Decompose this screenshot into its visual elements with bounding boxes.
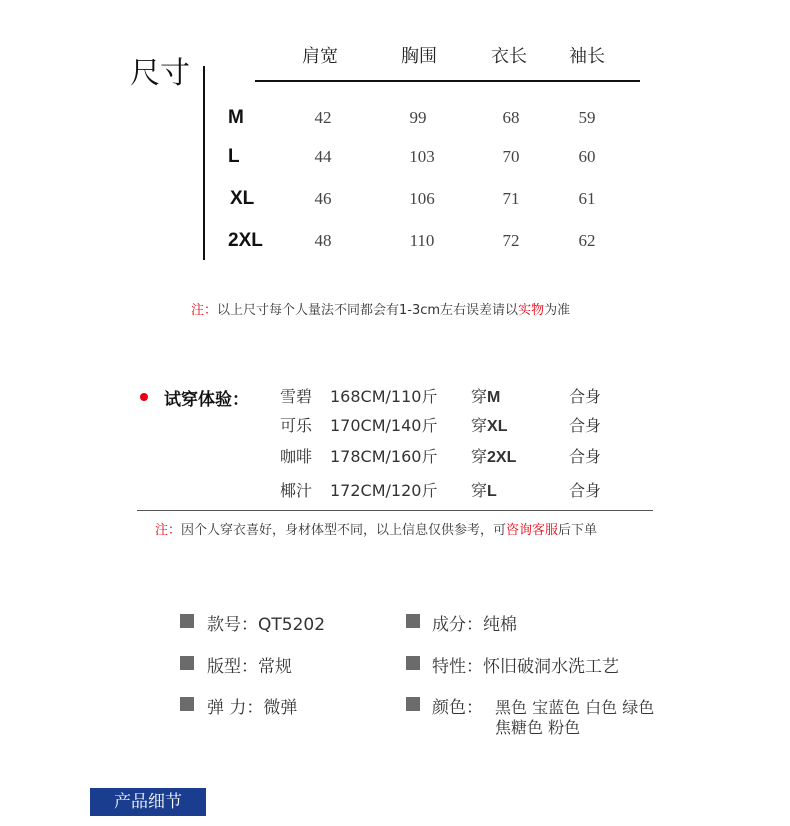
try-on-note-prefix: 注： xyxy=(155,523,182,538)
table-cell: 110 xyxy=(409,231,435,250)
tester-fit: 合身 xyxy=(569,481,602,500)
color-options-line2: 焦糖色 粉色 xyxy=(495,718,581,737)
bullet-square-icon xyxy=(180,697,194,711)
table-cell: 106 xyxy=(409,189,435,208)
size-note-suffix: 为准 xyxy=(544,303,571,318)
try-on-note xyxy=(155,519,597,538)
tester-wear-size xyxy=(471,444,516,467)
size-note xyxy=(191,299,570,318)
size-chart-title: 尺寸 xyxy=(130,56,190,91)
table-cell: 46 xyxy=(314,189,332,208)
tester-stats: 170CM/140斤 xyxy=(330,416,438,435)
tester-wear-size xyxy=(471,478,497,501)
wear-prefix: 穿 xyxy=(471,447,488,466)
table-cell: 103 xyxy=(409,147,435,166)
tester-stats: 178CM/160斤 xyxy=(330,447,438,466)
column-header-shoulder: 肩宽 xyxy=(302,46,338,67)
table-cell: 68 xyxy=(502,108,520,127)
tester-fit: 合身 xyxy=(569,447,602,466)
table-cell: 42 xyxy=(314,108,332,127)
try-on-title: 试穿体验： xyxy=(164,390,249,410)
bullet-square-icon xyxy=(180,614,194,628)
wear-prefix: 穿 xyxy=(471,481,488,500)
column-header-chest: 胸围 xyxy=(401,46,437,67)
table-cell: 44 xyxy=(314,147,332,166)
column-header-sleeve: 袖长 xyxy=(569,46,605,67)
bullet-square-icon xyxy=(406,614,420,628)
tester-name: 椰汁 xyxy=(280,481,313,500)
table-cell: 71 xyxy=(502,189,520,208)
wear-size: M xyxy=(487,389,501,406)
bullet-square-icon xyxy=(406,697,420,711)
wear-size: 2XL xyxy=(487,449,517,466)
elasticity: 弹 力：微弹 xyxy=(207,698,298,718)
size-label-xl: XL xyxy=(230,188,255,209)
tester-name: 咖啡 xyxy=(280,447,313,466)
size-chart-horizontal-rule xyxy=(255,80,640,82)
tester-stats: 172CM/120斤 xyxy=(330,481,438,500)
section-divider xyxy=(137,510,653,511)
style-number: 款号：QT5202 xyxy=(207,615,326,635)
table-cell: 59 xyxy=(578,108,596,127)
fit-type: 版型：常规 xyxy=(207,657,292,677)
table-cell: 70 xyxy=(502,147,520,166)
wear-prefix: 穿 xyxy=(471,387,488,406)
tester-wear-size xyxy=(471,384,500,407)
size-chart-vertical-rule xyxy=(203,66,205,260)
tester-fit: 合身 xyxy=(569,387,602,406)
bullet-dot xyxy=(140,393,148,401)
color-label: 颜色： xyxy=(432,698,483,718)
wear-size: L xyxy=(487,483,497,500)
size-note-text: 以上尺寸每个人量法不同都会有1-3cm左右误差请以 xyxy=(217,303,519,318)
size-label-m: M xyxy=(228,107,244,128)
tester-wear-size xyxy=(471,413,507,436)
tester-fit: 合身 xyxy=(569,416,602,435)
try-on-note-text: 因个人穿衣喜好，身材体型不同，以上信息仅供参考，可 xyxy=(181,523,507,538)
contact-service-link[interactable]: 咨询客服 xyxy=(506,523,559,538)
tester-stats: 168CM/110斤 xyxy=(330,387,438,406)
table-cell: 99 xyxy=(409,108,427,127)
bullet-square-icon xyxy=(406,656,420,670)
table-cell: 61 xyxy=(578,189,596,208)
wear-size: XL xyxy=(487,418,508,435)
size-note-highlight: 实物 xyxy=(518,303,545,318)
bullet-square-icon xyxy=(180,656,194,670)
size-label-l: L xyxy=(228,146,240,167)
size-label-2xl: 2XL xyxy=(228,230,263,251)
table-cell: 60 xyxy=(578,147,596,166)
material: 成分：纯棉 xyxy=(432,615,517,635)
product-details-banner: 产品细节 xyxy=(90,788,206,816)
tester-name: 可乐 xyxy=(280,416,313,435)
table-cell: 48 xyxy=(314,231,332,250)
try-on-note-suffix: 后下单 xyxy=(558,523,598,538)
table-cell: 62 xyxy=(578,231,596,250)
wear-prefix: 穿 xyxy=(471,416,488,435)
feature: 特性：怀旧破洞水洗工艺 xyxy=(432,657,619,677)
size-note-prefix: 注： xyxy=(191,303,218,318)
color-options-line1: 黑色 宝蓝色 白色 绿色 xyxy=(495,698,655,717)
tester-name: 雪碧 xyxy=(280,387,313,406)
column-header-length: 衣长 xyxy=(491,46,527,67)
table-cell: 72 xyxy=(502,231,520,250)
